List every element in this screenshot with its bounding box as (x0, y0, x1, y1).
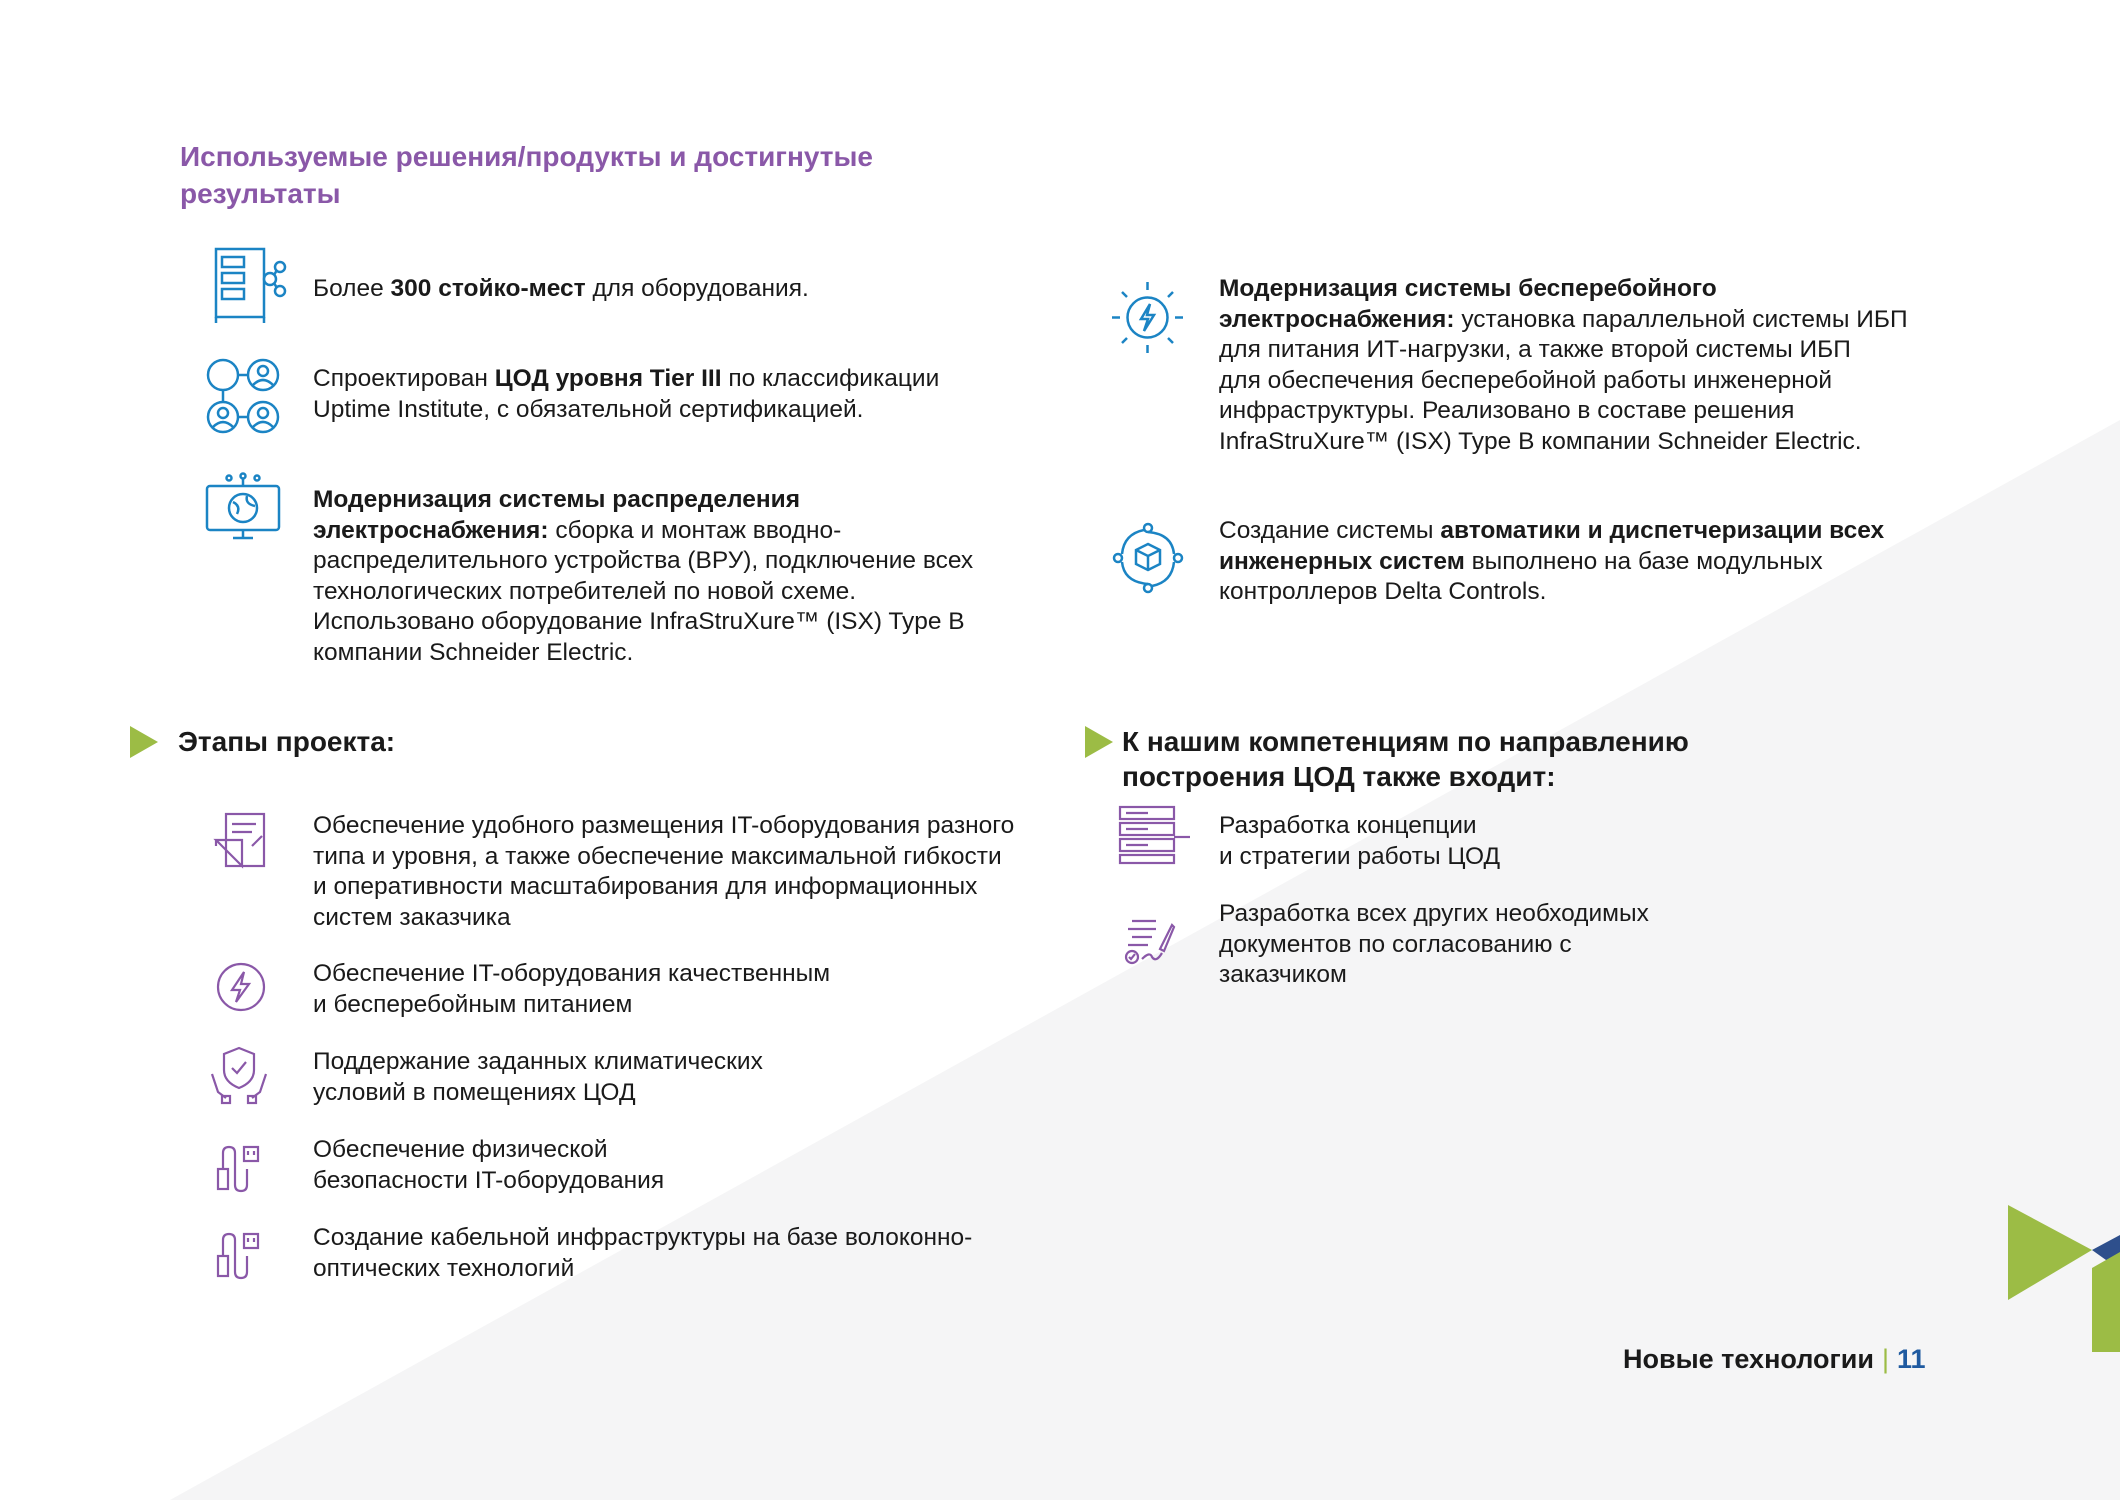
solution-power-distribution: Модернизация системы распределения электроснабжения: сборка и монтаж вводно- распределительного устройства (ВРУ), подключение всех технологических потребителей по новой схеме. Использовано оборудование InfraStruXure™ (ISX) Type B компании Schneider Electric. (313, 486, 974, 666)
decor-green-triangle-2 (2092, 1252, 2120, 1352)
cable-connector-icon (214, 1230, 266, 1282)
footer-separator: | (1881, 1344, 1889, 1374)
footer-label: Новые технологии (1623, 1344, 1874, 1374)
page-footer (1623, 1344, 1926, 1375)
people-network-icon (203, 355, 285, 437)
solution-tier3: Спроектирован ЦОД уровня Tier III по классификации Uptime Institute, с обязательной сертификацией. (313, 365, 940, 423)
solution-racks: Более 300 стойко-мест для оборудования. (313, 275, 809, 302)
stage-item-5: Создание кабельной инфраструктуры на базе волоконно- оптических технологий (313, 1224, 973, 1282)
solution-automation: Создание системы автоматики и диспетчеризации всех инженерных систем выполнено на базе модульных контроллеров Delta Controls. (1219, 517, 1885, 605)
stage-item-4: Обеспечение физической безопасности IT-оборудования (313, 1136, 665, 1194)
stages-arrow-icon (130, 726, 158, 758)
lightning-circle-icon (1110, 280, 1185, 355)
cube-network-icon (1112, 522, 1184, 594)
cable-connector-icon (214, 1143, 266, 1195)
monitor-globe-icon (203, 472, 283, 547)
solution-ups: Модернизация системы бесперебойного электроснабжения: установка параллельной системы ИБП для питания ИТ-нагрузки, а также второй системы ИБП для обеспечения бесперебойной работы инженерной инфраструктуры. Реализовано в составе решения InfraStruXure™ (ISX) Type B компании Schneider Electric. (1219, 275, 1908, 455)
competency-item-1: Разработка концепции и стратегии работы ЦОД (1219, 812, 1501, 870)
stages-title: Этапы проекта: (178, 726, 396, 757)
server-stack-icon (1118, 805, 1192, 865)
competencies-title: К нашим компетенциям по направлению построения ЦОД также входит: (1122, 726, 1689, 792)
stage-item-1: Обеспечение удобного размещения IT-оборудования разного типа и уровня, а также обеспечение максимальной гибкости и оперативности масштабирования для информационных систем заказчика (313, 812, 1015, 931)
competency-item-2: Разработка всех других необходимых документов по согласованию с заказчиком (1219, 900, 1649, 988)
competencies-arrow-icon (1085, 726, 1113, 758)
page-heading: Используемые решения/продукты и достигнутые результаты (180, 141, 873, 209)
stage-item-3: Поддержание заданных климатических условий в помещениях ЦОД (313, 1048, 763, 1106)
document-drafting-icon (212, 810, 270, 872)
document-signing-icon (1122, 915, 1176, 967)
server-rack-network-icon (208, 245, 288, 325)
lightning-circle-icon (214, 960, 268, 1014)
stage-item-2: Обеспечение IT-оборудования качественным и бесперебойным питанием (313, 960, 831, 1018)
shield-hands-icon (208, 1044, 270, 1106)
page-number: 11 (1896, 1344, 1926, 1374)
